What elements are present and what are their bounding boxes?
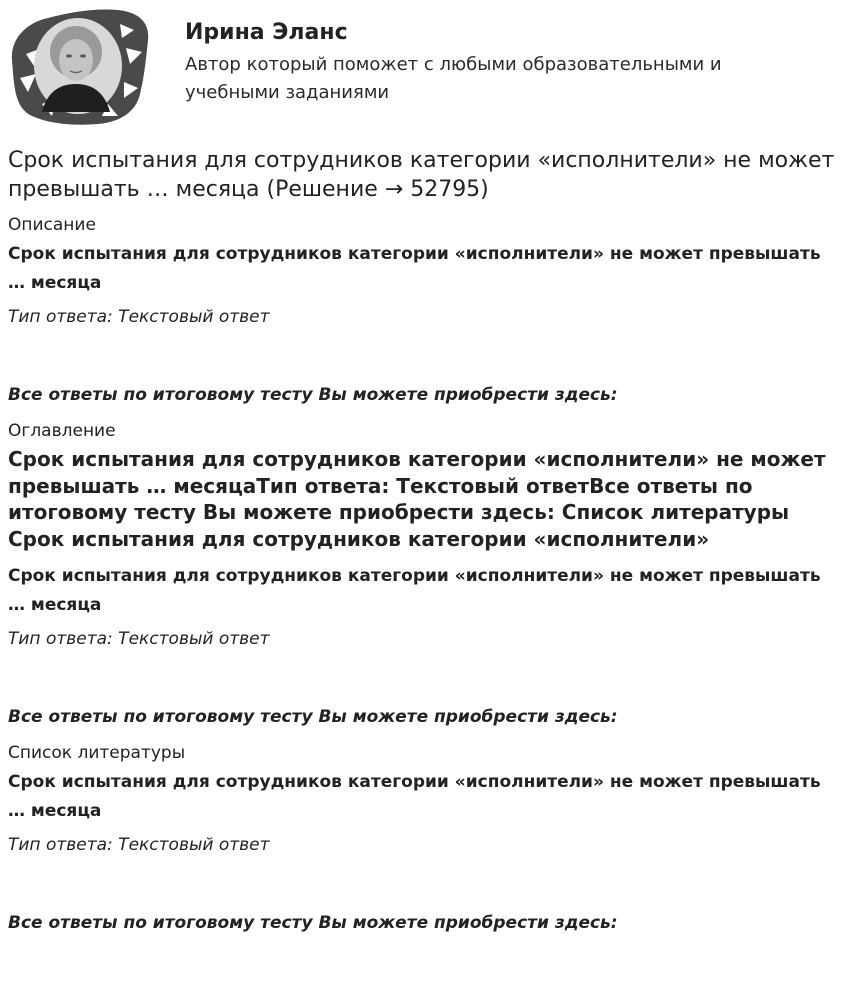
author-description: Автор который поможет с любыми образовательными и учебными заданиями	[185, 54, 722, 103]
main-content	[8, 146, 840, 948]
question-text: Срок испытания для сотрудников категории «исполнители» не может превышать … месяца	[8, 772, 821, 821]
buy-note: Все ответы по итоговому тесту Вы можете приобрести здесь:	[8, 385, 618, 405]
answer-type: Тип ответа: Текстовый ответ	[8, 629, 270, 649]
author-block	[8, 8, 838, 128]
question-text: Срок испытания для сотрудников категории «исполнители» не может превышать … месяца	[8, 244, 821, 293]
description-section	[8, 214, 840, 406]
description-label: Описание	[8, 215, 96, 235]
literature-section	[8, 742, 840, 934]
author-name[interactable]: Ирина Эланс	[185, 20, 348, 45]
question-text: Срок испытания для сотрудников категории «исполнители» не может превышать … месяца	[8, 566, 821, 615]
buy-note: Все ответы по итоговому тесту Вы можете приобрести здесь:	[8, 913, 618, 933]
toc-label: Оглавление	[8, 421, 116, 441]
toc-text: Срок испытания для сотрудников категории «исполнители» не может превышать … месяцаТип ответа: Текстовый ответВсе ответы по итоговому тесту Вы можете приобрести здесь: Список литературы Срок испытания для сотрудников категории «исполнители»	[8, 447, 826, 551]
toc-section	[8, 420, 840, 728]
answer-type: Тип ответа: Текстовый ответ	[8, 307, 270, 327]
answer-type: Тип ответа: Текстовый ответ	[8, 835, 270, 855]
page-title: Срок испытания для сотрудников категории «исполнители» не может превышать … месяца (Решение → 52795)	[8, 148, 835, 202]
buy-note: Все ответы по итоговому тесту Вы можете приобрести здесь:	[8, 707, 618, 727]
author-avatar	[8, 8, 150, 126]
literature-label: Список литературы	[8, 743, 186, 763]
